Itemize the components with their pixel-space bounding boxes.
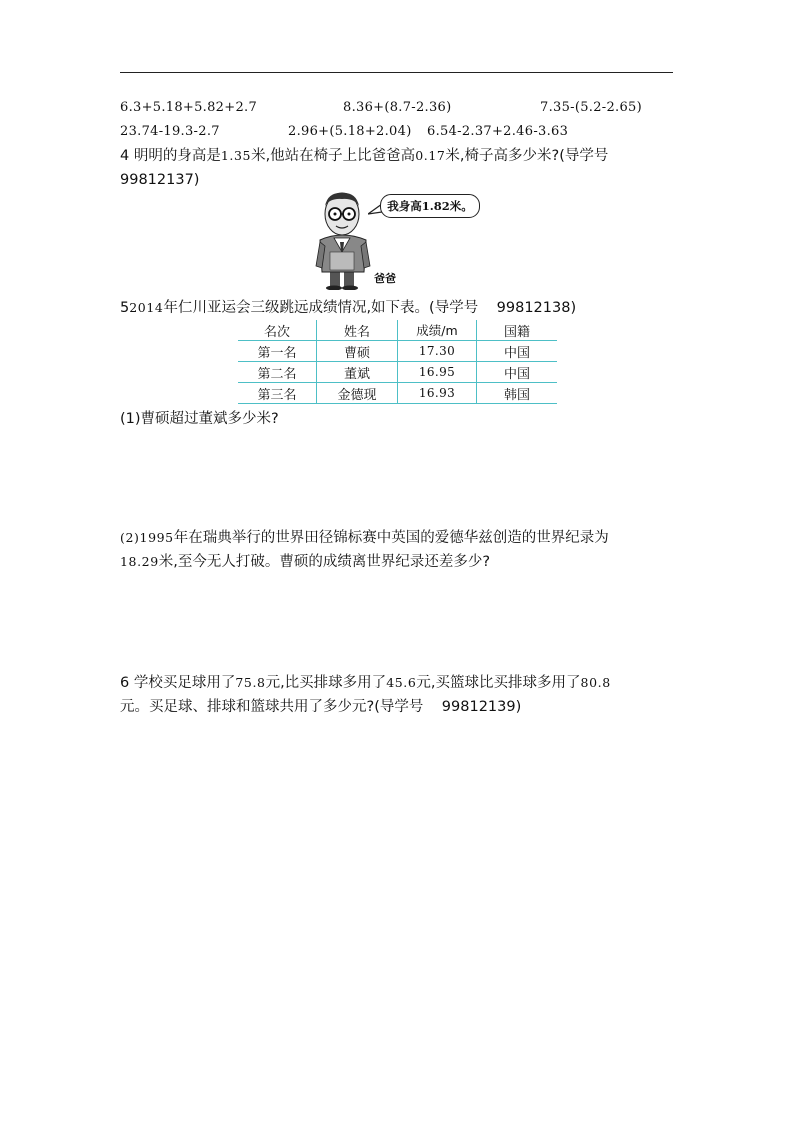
question-text: 元。买足球、排球和篮球共用了多少元?(导学号	[120, 699, 424, 715]
amount-value: 80.8	[580, 675, 611, 690]
table-cell: 韩国	[503, 387, 530, 403]
table-cell: 16.95	[398, 362, 477, 383]
table-cell: 17.30	[398, 341, 477, 362]
table-cell: 第一名	[238, 341, 317, 362]
question-4-code: 99812137)	[120, 172, 200, 188]
question-5-sub-1: (1)曹硕超过董斌多少米?	[120, 411, 279, 427]
question-text: 学校买足球用了	[133, 675, 236, 691]
header-rule	[120, 72, 673, 73]
question-6-line-2	[120, 698, 521, 716]
table-cell: 金德现	[317, 383, 398, 404]
table-cell: 第二名	[238, 362, 317, 383]
exercise-4: 23.74-19.3-2.7	[120, 124, 220, 139]
table-cell: 中国	[503, 345, 530, 361]
speech-bubble: 我身高1.82米。	[380, 194, 480, 218]
height-value: 1.35	[220, 148, 252, 163]
exercise-1: 6.3+5.18+5.82+2.7	[120, 100, 258, 115]
question-text: 元,比买排球多用了	[265, 675, 387, 691]
dad-illustration	[308, 190, 488, 290]
question-number: 6	[120, 675, 130, 691]
difference-value: 0.17	[415, 148, 446, 163]
question-4-line-1	[120, 147, 608, 165]
question-code: 99812138)	[496, 300, 577, 316]
table-cell: 中国	[503, 366, 530, 382]
column-header: 名次	[238, 320, 317, 341]
table-cell: 董斌	[317, 362, 398, 383]
question-text: 年在瑞典举行的世界田径锦标赛中英国的爱德华兹创造的世界纪录为	[173, 530, 609, 546]
exercise-3: 7.35-(5.2-2.65)	[540, 100, 642, 115]
figure-label: 爸爸	[374, 272, 396, 285]
table-row	[238, 362, 557, 383]
question-text: 米,他站在椅子上比爸爸高	[251, 148, 416, 164]
exercise-2: 8.36+(8.7-2.36)	[343, 100, 452, 115]
question-text: 年仁川亚运会三级跳远成绩情况,如下表。(导学号	[163, 300, 479, 316]
year-value: 2014	[129, 300, 164, 315]
question-5-sub-2-line-1	[120, 529, 609, 547]
question-text: 明明的身高是	[133, 148, 221, 164]
amount-value: 45.6	[386, 675, 417, 690]
column-header: 姓名	[317, 320, 398, 341]
table-cell: 16.93	[398, 383, 477, 404]
column-header: 国籍	[503, 324, 530, 340]
table-header-row	[238, 320, 557, 341]
question-number: 5	[120, 300, 130, 316]
table-cell: 第三名	[238, 383, 317, 404]
question-5-intro	[120, 299, 576, 317]
exercise-6: 6.54-2.37+2.46-3.63	[427, 124, 569, 139]
question-text: 元,买篮球比买排球多用了	[416, 675, 581, 691]
table-cell: 曹硕	[317, 341, 398, 362]
record-value: 18.29	[120, 554, 159, 569]
question-5-sub-2-line-2	[120, 553, 490, 571]
amount-value: 75.8	[235, 675, 266, 690]
table-row	[238, 383, 557, 404]
question-code: 99812139)	[441, 699, 522, 715]
table-row	[238, 341, 557, 362]
question-6-line-1	[120, 674, 611, 692]
sub-number: (2)	[120, 530, 140, 545]
results-table	[238, 320, 557, 404]
question-number: 4	[120, 148, 130, 164]
year-value: 1995	[139, 530, 174, 545]
question-text: 米,椅子高多少米?(导学号	[445, 148, 609, 164]
column-header: 成绩/m	[398, 320, 477, 341]
question-text: 米,至今无人打破。曹硕的成绩离世界纪录还差多少?	[158, 554, 491, 570]
exercise-5: 2.96+(5.18+2.04)	[288, 124, 412, 139]
